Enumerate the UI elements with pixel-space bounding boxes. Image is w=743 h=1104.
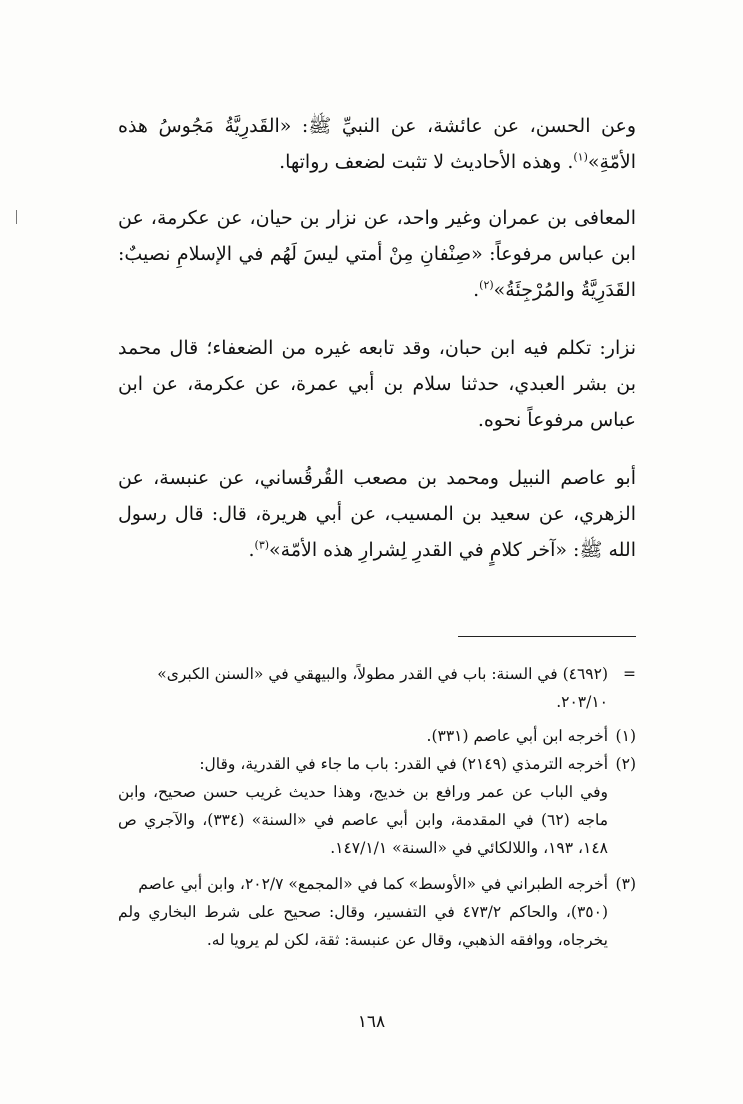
footnote-2-number: (٢) bbox=[615, 755, 636, 773]
paragraph-2-text: المعافى بن عمران وغير واحد، عن نزار بن حيان، عن عكرمة، عن ابن عباس مرفوعاً: «صِنْفانِ مِنْ أمتي ليسَ لَهُم في الإسلامِ نصيبٌ: القَدَرِيَّةُ والمُرْجِئَةُ» bbox=[118, 207, 636, 301]
footnote-3 bbox=[118, 870, 636, 954]
paragraph-2 bbox=[118, 200, 636, 308]
footnote-1-text: أخرجه ابن أبي عاصم (٣٣١). bbox=[426, 727, 608, 745]
footnote-2 bbox=[118, 750, 636, 862]
paragraph-4 bbox=[118, 460, 636, 568]
paragraph-1-text: وعن الحسن، عن عائشة، عن النبيِّ ﷺ: «القَدرِيَّةُ مَجُوسُ هذه الأمّةِ» bbox=[118, 115, 636, 173]
footnote-3-number: (٣) bbox=[615, 875, 636, 893]
footnote-ref-3[interactable]: (٣) bbox=[254, 538, 270, 552]
footnote-2-line1: أخرجه الترمذي (٢١٤٩) في القدر: باب ما جاء في القدرية، وقال: bbox=[199, 755, 608, 773]
margin-mark bbox=[16, 210, 19, 224]
footnote-continued-line1: (٤٦٩٢) في السنة: باب في القدر مطولاً، والبيهقي في «السنن الكبرى» bbox=[157, 665, 608, 683]
paragraph-3 bbox=[118, 330, 636, 438]
paragraph-2-text-after: . bbox=[473, 279, 480, 301]
footnote-1 bbox=[118, 722, 636, 750]
footnote-2-rest: وفي الباب عن عمر ورافع بن خديج، وهذا حديث غريب حسن صحيح، وابن ماجه (٦٢) في المقدمة، وابن أبي عاصم في «السنة» (٣٣٤)، والآجري ص ١٤٨، ١٩٣، واللالكائي في «السنة» ١٤٧/١/١. bbox=[118, 783, 608, 857]
paragraph-1-text-after: . وهذه الأحاديث لا تثبت لضعف رواتها. bbox=[279, 151, 574, 173]
paragraph-3-text: نزار: تكلم فيه ابن حبان، وقد تابعه غيره من الضعفاء؛ قال محمد بن بشر العبدي، حدثنا سلام بن أبي عمرة، عن عكرمة، عن ابن عباس مرفوعاً نحوه. bbox=[118, 337, 636, 431]
footnote-continued-line2: ٢٠٣/١٠. bbox=[556, 693, 608, 711]
footnote-3-rest: (٣٥٠)، والحاكم ٤٧٣/٢ في التفسير، وقال: صحيح على شرط البخاري ولم يخرجاه، ووافقه الذهبي، وقال عن عنبسة: ثقة، لكن لم يرويا له. bbox=[118, 903, 608, 949]
footnote-ref-1[interactable]: (١) bbox=[573, 150, 588, 164]
continuation-marker: = bbox=[623, 665, 636, 683]
footnote-separator bbox=[458, 636, 636, 637]
footnote-1-number: (١) bbox=[615, 727, 636, 745]
page-number: ١٦٨ bbox=[357, 1012, 386, 1032]
paragraph-4-text: أبو عاصم النبيل ومحمد بن مصعب القُرقُساني، عن عنبسة، عن الزهري، عن سعيد بن المسيب، عن أبي هريرة، قال: قال رسول الله ﷺ: «آخر كلامٍ في القدرِ لِشرارِ هذه الأمّة» bbox=[118, 467, 636, 561]
footnote-3-line1: أخرجه الطبراني في «الأوسط» كما في «المجمع» ٢٠٢/٧، وابن أبي عاصم bbox=[138, 875, 608, 893]
paragraph-1 bbox=[118, 108, 636, 180]
footnote-ref-2[interactable]: (٢) bbox=[479, 278, 494, 292]
footnote-continued bbox=[118, 660, 636, 716]
paragraph-4-text-after: . bbox=[248, 539, 255, 561]
